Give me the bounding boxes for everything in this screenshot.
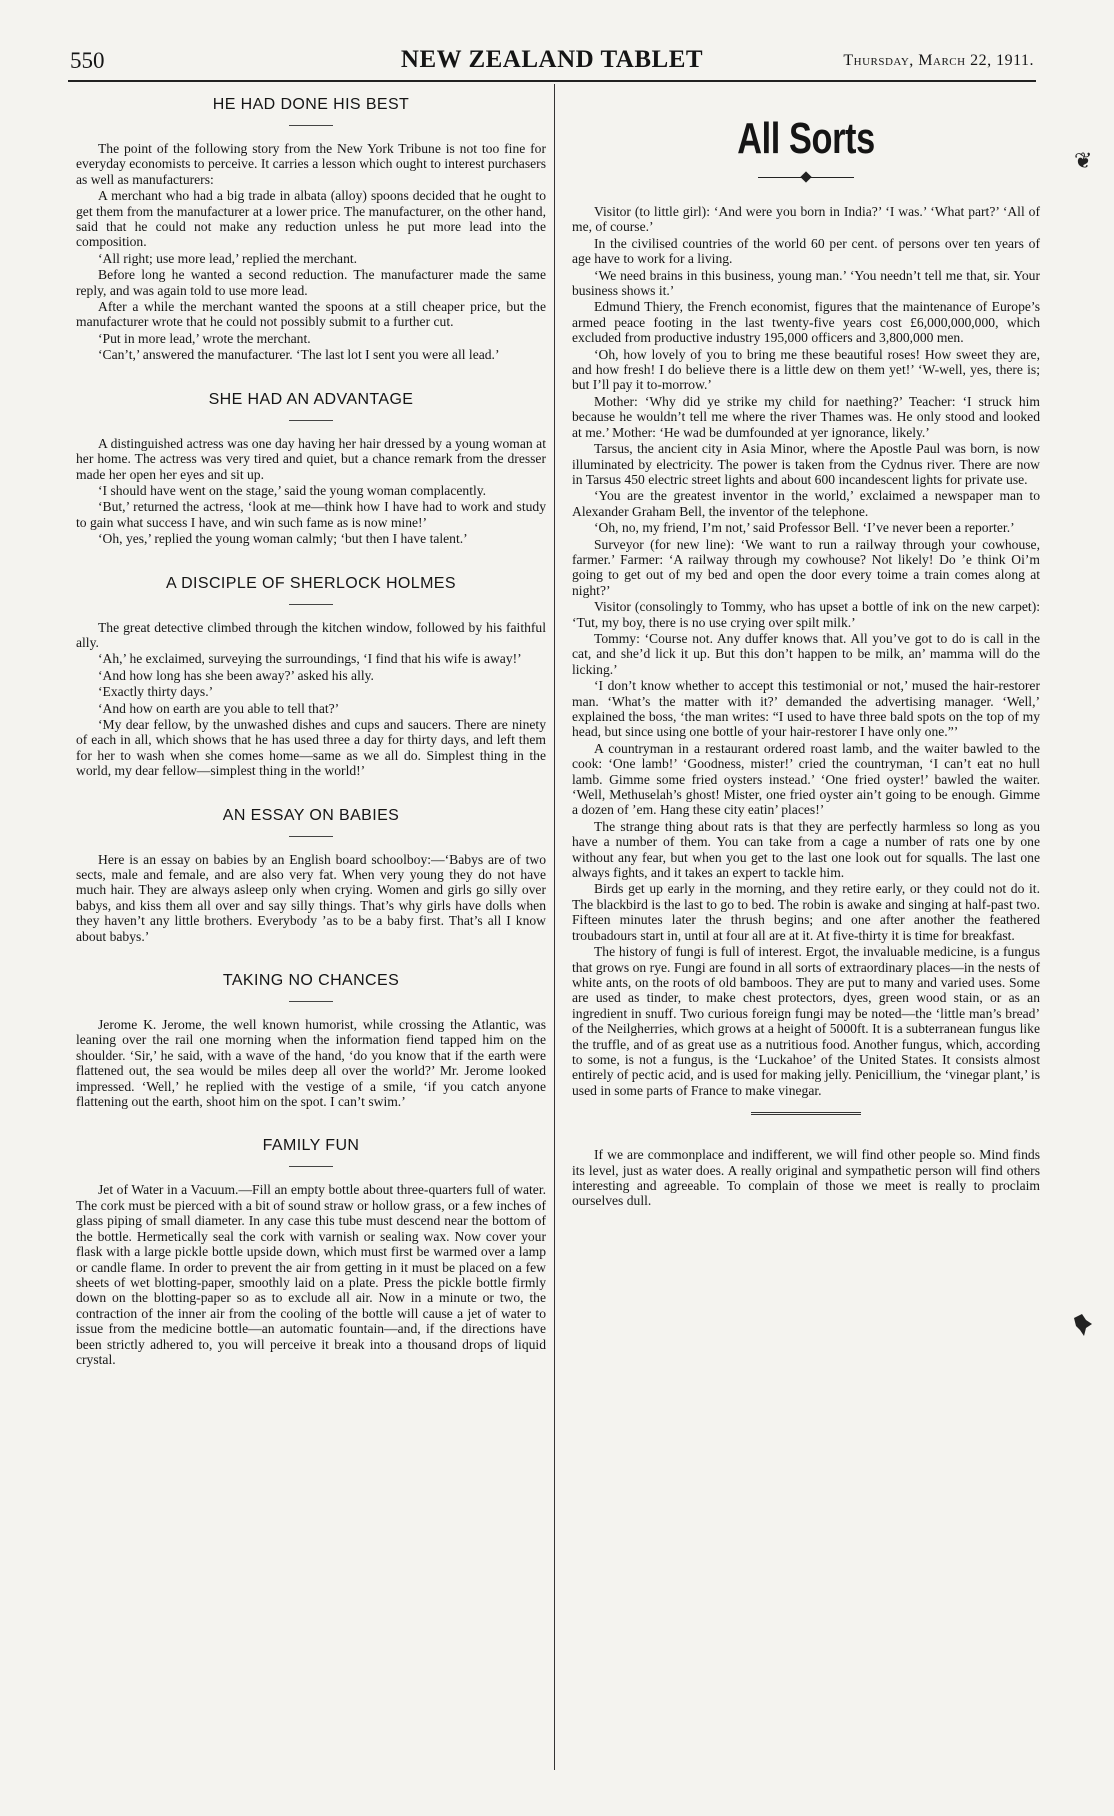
paragraph: Edmund Thiery, the French economist, figures that the maintenance of Europe’s armed peace footing in the last twenty-five years cost £6,000,000,000, which excluded from productive industry 195,000 officers and 3,800,000 men.: [572, 299, 1040, 346]
paragraph: ‘I should have went on the stage,’ said the young woman complacently.: [98, 482, 487, 498]
paragraph: Visitor (to little girl): ‘And were you born in India?’ ‘I was.’ ‘What part?’ ‘All of me, of course.’: [572, 204, 1040, 235]
paragraph: Mother: ‘Why did ye strike my child for naething?’ Teacher: ‘I struck him because he wouldn’t tell me where the river Thames was. He only stood and looked at me.’ Mother: ‘He wad be dumfounded at yer ignorance, likely.’: [572, 393, 1040, 440]
article-heading: HE HAD DONE HIS BEST: [212, 96, 410, 113]
paragraph: ‘My dear fellow, by the unwashed dishes and cups and saucers. There are ninety of each in all, which shows that he has used three a day for thirty days, and left them for her to wash when she comes home—same as we all do. Simplest thing in the world, my dear fellow—simplest thing in the world!’: [76, 716, 546, 779]
paragraph: Tarsus, the ancient city in Asia Minor, where the Apostle Paul was born, is now illuminated by electricity. The power is taken from the Cydnus river. There are now in Tarsus 450 electric street lights and about 600 incandescent lights for private use.: [572, 441, 1040, 487]
all-sorts-heading: All Sorts: [737, 114, 875, 163]
article-he-had-done-his-best: [76, 96, 546, 363]
paragraph: The point of the following story from the New York Tribune is not too fine for everyday economists to perceive. It carries a lesson which ought to interest purchasers as well as manufacturers:: [76, 141, 546, 187]
fleuron-icon: ❦: [1074, 148, 1093, 173]
paragraph: A distinguished actress was one day having her hair dressed by a young woman at her home. The actress was very tired and quiet, but a chance remark from the dresser made her open her eyes and sit up.: [76, 435, 546, 482]
article-family-fun: [76, 1137, 546, 1367]
publication-title: NEW ZEALAND TABLET: [400, 46, 704, 73]
paragraph: Before long he wanted a second reduction. The manufacturer made the same reply, and was again told to use more lead.: [76, 267, 546, 298]
diamond-icon: [800, 171, 811, 182]
closing-paragraph: If we are commonplace and indifferent, we will find other people so. Mind finds its level, just as water does. A really original and sympathetic person will find others interesting and agreeable. To complain of those we meet is really to proclaim ourselves dull.: [572, 1147, 1040, 1209]
article-heading: TAKING NO CHANCES: [222, 972, 400, 990]
article-heading: A DISCIPLE OF SHERLOCK HOLMES: [166, 574, 456, 592]
paragraph: ‘Put in more lead,’ wrote the merchant.: [98, 330, 311, 346]
page-number: 550: [70, 48, 105, 73]
ornament-rule: [758, 172, 854, 184]
issue-date: Thursday, March 22, 1911.: [843, 52, 1034, 69]
left-column: [76, 96, 546, 1395]
paragraph: ‘All right; use more lead,’ replied the merchant.: [98, 250, 358, 266]
paragraph: ‘I don’t know whether to accept this testimonial or not,’ mused the hair-restorer man. ‘What’s the matter with it?’ demanded the advertising manager. ‘Well,’ explained the boss, ‘the man writes: “I used to have three bald spots on the top of my head, but since using one bottle of your hair-restorer I have only one.”’: [572, 678, 1040, 740]
paragraph: A merchant who had a big trade in albata (alloy) spoons decided that he ought to get them from the manufacturer at a lower price. The manufacturer, on the other hand, said that he could not make any reduction unless he put more lead into the composition.: [76, 188, 546, 250]
paragraph: ‘You are the greatest inventor in the world,’ exclaimed a newspaper man to Alexander Graham Bell, the inventor of the telephone.: [572, 488, 1040, 519]
article-disciple-of-sherlock-holmes: [76, 575, 546, 779]
article-heading: AN ESSAY ON BABIES: [222, 806, 400, 824]
paragraph: Surveyor (for new line): ‘We want to run a railway through your cowhouse, farmer.’ Farmer: ‘A railway through my cowhouse? Not likely! Do ’e think Oi’m going to get out of my bed and open the door every toime a train comes along at night?’: [572, 536, 1040, 598]
paragraph: ‘Ah,’ he exclaimed, surveying the surroundings, ‘I find that his wife is away!’: [98, 651, 522, 667]
hand-pointer-icon: [1072, 1312, 1094, 1338]
column-divider: [554, 84, 555, 1770]
paragraph: Visitor (consolingly to Tommy, who has upset a bottle of ink on the new carpet): ‘Tut, my boy, there is no use crying over spilt milk.’: [572, 599, 1040, 630]
paragraph: Here is an essay on babies by an English board schoolboy:—‘Babys are of two sects, male and female, and are also very fat. When very young they do not have much hair. They are always asleep only when crying. Women and girls go silly over babys, and kiss them all over and say silly things. That’s why girls have dolls when they haven’t any little brothers. Everybody ’as to be a baby first. That’s all I know about babys.’: [76, 851, 546, 944]
article-heading: SHE HAD AN ADVANTAGE: [208, 390, 414, 408]
paragraph: ‘Exactly thirty days.’: [98, 684, 214, 700]
article-she-had-an-advantage: [76, 391, 546, 547]
paragraph: In the civilised countries of the world 60 per cent. of persons over ten years of age have to work for a living.: [572, 235, 1040, 267]
paragraph: ‘Can’t,’ answered the manufacturer. ‘The last lot I sent you were all lead.’: [98, 347, 500, 363]
paragraph: ‘But,’ returned the actress, ‘look at me—think how I have had to work and study to gain what success I have, and win such fame as is now mine!’: [76, 499, 546, 530]
paragraph: ‘Oh, yes,’ replied the young woman calmly; ‘but then I have talent.’: [98, 531, 468, 547]
article-essay-on-babies: [76, 807, 546, 944]
paragraph: The great detective climbed through the kitchen window, followed by his faithful ally.: [76, 619, 546, 650]
paragraph: The strange thing about rats is that they are perfectly harmless so long as you have a number of them. You can take from a cage a number of rats one by one without any fear, but when you get to the last one look out for squalls. The last one always fights, and it takes an expert to tackle him.: [572, 818, 1040, 881]
paragraph: ‘We need brains in this business, young man.’ ‘You needn’t tell me that, sir. Your business shows it.’: [572, 267, 1040, 299]
article-taking-no-chances: [76, 972, 546, 1109]
paragraph: ‘And how on earth are you able to tell that?’: [98, 700, 340, 716]
masthead-rule: [68, 80, 1036, 82]
paragraph: After a while the merchant wanted the spoons at a still cheaper price, but the manufacturer wrote that he could not possibly submit to a further cut.: [76, 299, 546, 330]
paragraph: Tommy: ‘Course not. Any duffer knows that. All you’ve got to do is call in the cat, and she’d lick it up. But this don’t happen to be milk, an’ mamma will do the licking.’: [572, 630, 1040, 677]
heading-rule: [289, 125, 333, 126]
heading-rule: [289, 420, 333, 421]
paragraph: Birds get up early in the morning, and they retire early, or they could not do it. The blackbird is the last to go to bed. The robin is awake and singing at half-past two. Fifteen minutes later the thrush begins; and one after another the feathered troubadours start in, until at four all are at it. At five-thirty it is time for breakfast.: [572, 881, 1040, 943]
paragraph: The history of fungi is full of interest. Ergot, the invaluable medicine, is a fungus that grows on rye. Fungi are found in all sorts of extraordinary places—in the nests of white ants, on the roots of old bamboos. They are put to many and varied uses. Some are used as tinder, to make chest protectors, dyes, green wood stain, or as an ingredient in snuff. Two curious foreign fungi may be noted—the ‘little man’s bread’ of the Neilgherries, which grows at a height of 5000ft. It is a subterranean fungus like the truffle, and of as great use as a nutritious food. Another fungus, which, according to some, is not a fungus, is the ‘Luckahoe’ of the United States. It consists almost entirely of pectic acid, and is used for making jelly. Penicillium, the ‘vinegar plant,’ is used in some parts of France to make vinegar.: [572, 944, 1040, 1098]
paragraph: A countryman in a restaurant ordered roast lamb, and the waiter bawled to the cook: ‘One lamb!’ ‘Goodness, mister!’ cried the countryman, ‘I can’t eat no hull lamb. Gimme some fried oysters instead.’ ‘One fried oyster!’ bawled the waiter. ‘Well, Methuselah’s ghost! Mister, one fried oyster ain’t going to be enough. Gimme a dozen of ’em. Hang these city eatin’ places!’: [572, 740, 1040, 818]
paragraph: Jet of Water in a Vacuum.—Fill an empty bottle about three-quarters full of water. The cork must be pierced with a bit of sound straw or hollow grass, or a few inches of glass piping of small diameter. In any case this tube must descend near the bottom of the bottle. Hermetically seal the cork with varnish or sealing wax. Now cover your flask with a large pickle bottle upside down, which must first be warmed over a lamp or candle flame. In order to prevent the air from getting in it must be placed on a few sheets of wet blotting-paper, smoothly laid on a plate. Press the pickle bottle firmly down on the blotting-paper so as to exclude all air. Now in a minute or two, the contraction of the inner air from the cooling of the bottle will cause a jet of water to issue from the medicine bottle—an automatic fountain—and, if the directions have been strictly adhered to, you will perceive it break into a thousand drops of liquid crystal.: [76, 1182, 546, 1367]
heading-rule: [289, 604, 333, 605]
heading-rule: [289, 1001, 333, 1002]
right-column: [572, 96, 1040, 1210]
paragraph: Jerome K. Jerome, the well known humorist, while crossing the Atlantic, was leaning over the rail one morning when the information fiend tapped him on the shoulder. ‘Sir,’ he said, with a wave of the hand, ‘do you know that if the earth were flattened out, the sea would be miles deep all over the world?’ Mr. Jerome looked impressed. ‘Well,’ he replied with the vestige of a smile, ‘if you catch anyone flattening out the earth, shoot him on the spot. I can’t swim.’: [76, 1017, 546, 1110]
heading-rule: [289, 836, 333, 837]
paragraph: ‘And how long has she been away?’ asked his ally.: [98, 667, 374, 683]
article-heading: FAMILY FUN: [262, 1137, 360, 1155]
heading-rule: [289, 1166, 333, 1167]
masthead: [68, 46, 1036, 80]
closing-rule: [751, 1112, 861, 1117]
paragraph: ‘Oh, how lovely of you to bring me these beautiful roses! How sweet they are, and how fresh! I do believe there is a little dew on them yet!’ ‘W-well, yes, there is; but I’ll pay it to-morrow.’: [572, 346, 1040, 393]
paragraph: ‘Oh, no, my friend, I’m not,’ said Professor Bell. ‘I’ve never been a reporter.’: [594, 520, 1015, 536]
